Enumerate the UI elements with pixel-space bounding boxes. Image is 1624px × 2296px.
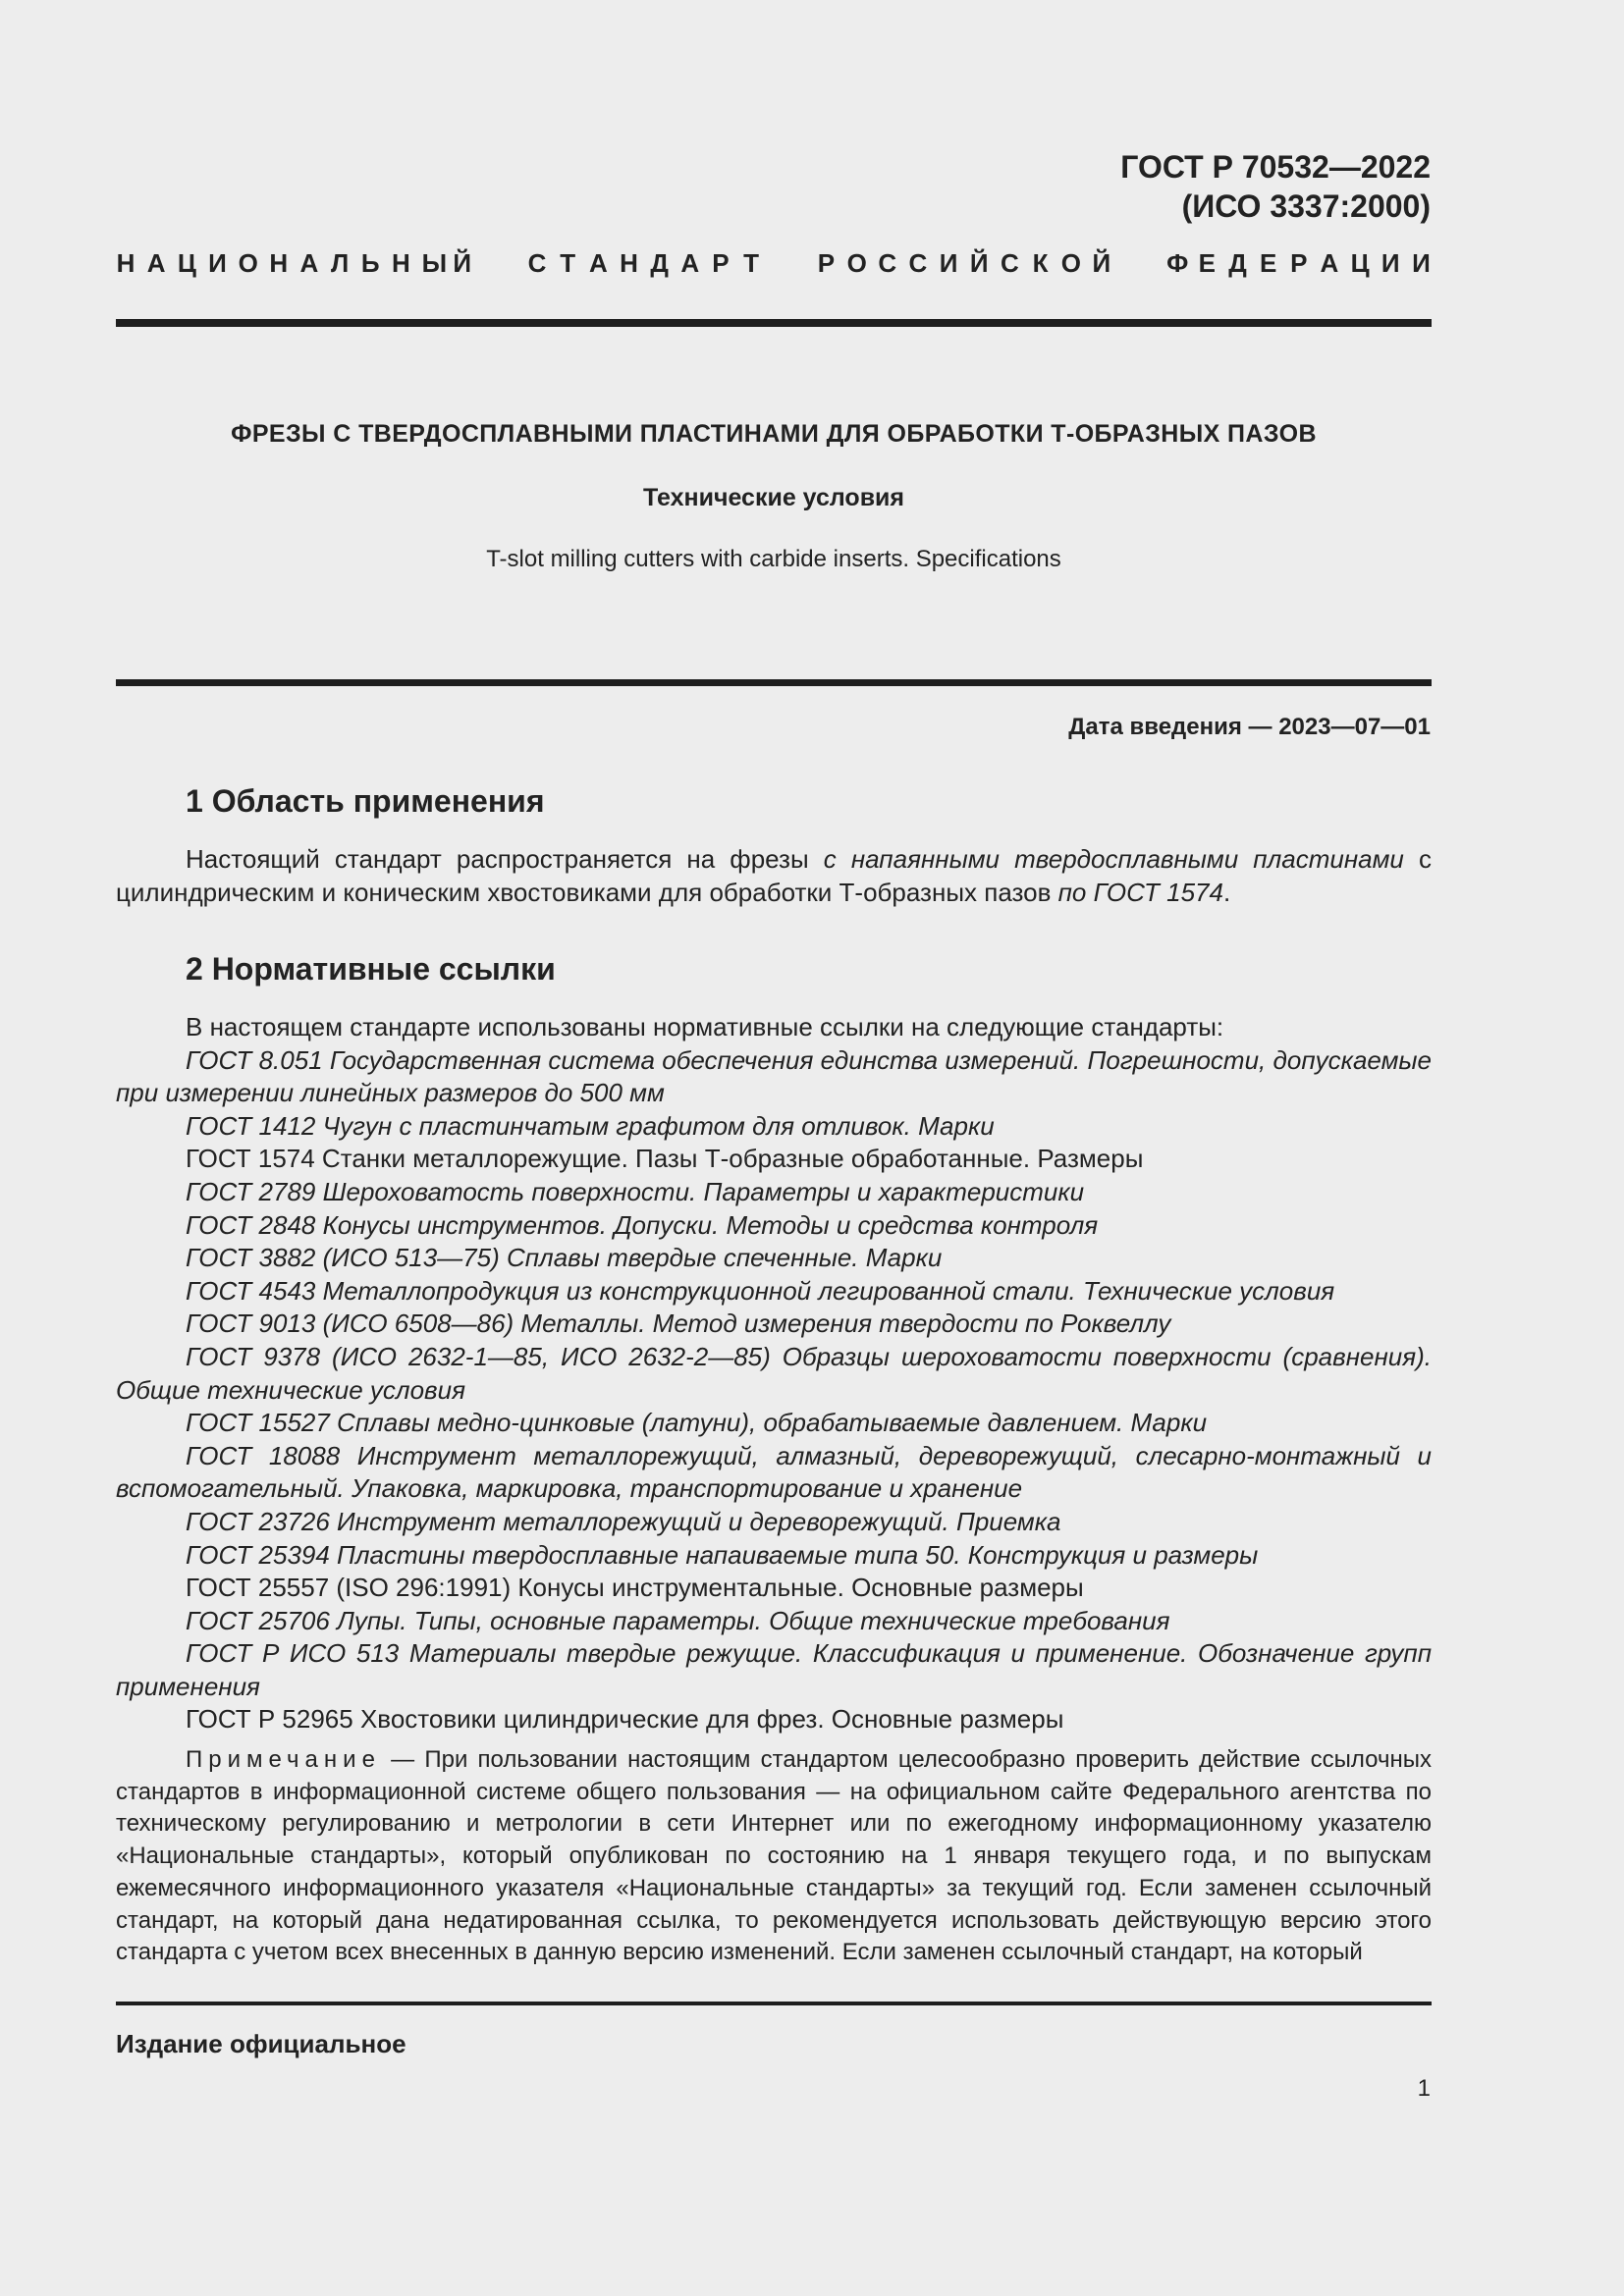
footer-rule [116, 2002, 1432, 2005]
normative-reference: ГОСТ 9013 (ИСО 6508—86) Металлы. Метод измерения твердости по Роквеллу [186, 1308, 1171, 1339]
normative-reference: ГОСТ 18088 Инструмент металлорежущий, алмазный, дереворежущий, слесарно-монтажный и вспомогательный. Упаковка, маркировка, транспортирование и хранение [116, 1440, 1432, 1504]
page-number: 1 [1417, 2075, 1431, 2102]
official-edition-label: Издание официальное [116, 2029, 406, 2058]
national-standard-heading: Н А Ц И О Н А Л Ь Н Ы Й С Т А Н Д А Р Т Р О С С И Й С К О Й Ф Е Д Е Р А Ц И И [116, 247, 1431, 278]
references-intro: В настоящем стандарте использованы нормативные ссылки на следующие стандарты: [186, 1012, 1224, 1041]
section-2-body [116, 1011, 1432, 1736]
normative-reference: ГОСТ 25557 (ISO 296:1991) Конусы инструментальные. Основные размеры [186, 1573, 1084, 1603]
note-block [116, 1744, 1432, 1969]
normative-reference: ГОСТ 2848 Конусы инструментов. Допуски. Методы и средства контроля [186, 1209, 1099, 1240]
normative-reference: ГОСТ 23726 Инструмент металлорежущий и дереворежущий. Приемка [186, 1506, 1061, 1536]
section-1-body [116, 843, 1432, 909]
normative-reference: ГОСТ 25394 Пластины твердосплавные напаиваемые типа 50. Конструкция и размеры [186, 1539, 1259, 1570]
document-subtitle: Технические условия [642, 484, 905, 511]
note-label: Примечание [186, 1746, 381, 1773]
normative-reference: ГОСТ Р 52965 Хвостовики цилиндрические для фрез. Основные размеры [186, 1704, 1064, 1735]
scope-gost-ref: по ГОСТ 1574 [1057, 877, 1223, 907]
scope-text: . [1222, 877, 1231, 907]
normative-reference: ГОСТ 2789 Шероховатость поверхности. Параметры и характеристики [186, 1176, 1085, 1206]
normative-reference: ГОСТ 4543 Металлопродукция из конструкционной легированной стали. Технические условия [186, 1275, 1335, 1306]
title-rule [116, 679, 1432, 686]
standard-code-block [1120, 147, 1431, 226]
normative-reference: ГОСТ 25706 Лупы. Типы, основные параметры. Общие технические требования [186, 1605, 1170, 1635]
scope-text: Настоящий стандарт распространяется на фрезы [186, 844, 824, 874]
normative-reference: ГОСТ Р ИСО 513 Материалы твердые режущие. Классификация и применение. Обозначение групп применения [116, 1638, 1432, 1701]
note-text: — При пользовании настоящим стандартом целесообразно проверить действие ссылочных стандартов в информационной системе общего пользования — на официальном сайте Федерального агентства по техническому регулированию и метрологии в сети Интернет или по ежегодному информационному указателю «Национальные стандарты», который опубликован по состоянию на 1 января текущего года, и по выпускам ежемесячного информационного указателя «Национальные стандарты» за текущий год. Если заменен ссылочный стандарт, на который дана недатированная ссылка, то рекомендуется использовать действующую версию этого стандарта с учетом всех внесенных в данную версию изменений. Если заменен ссылочный стандарт, на который [116, 1746, 1432, 1966]
introduction-date: Дата введения — 2023—07—01 [1068, 714, 1431, 740]
gost-code: ГОСТ Р 70532—2022 [1120, 149, 1431, 185]
normative-reference: ГОСТ 9378 (ИСО 2632-1—85, ИСО 2632-2—85) Образцы шероховатости поверхности (сравнения). Общие технические условия [116, 1341, 1432, 1405]
scope-text: с цилиндрическим и коническим хвостовиками для обработки Т-образных пазов [116, 844, 1432, 907]
section-2-heading: 2 Нормативные ссылки [186, 951, 556, 987]
section-1-heading: 1 Область применения [186, 783, 545, 819]
english-title: T-slot milling cutters with carbide inserts. Specifications [486, 546, 1061, 572]
document-title: ФРЕЗЫ С ТВЕРДОСПЛАВНЫМИ ПЛАСТИНАМИ ДЛЯ ОБРАБОТКИ Т-ОБРАЗНЫХ ПАЗОВ [231, 420, 1317, 448]
normative-reference: ГОСТ 1574 Станки металлорежущие. Пазы Т-образные обработанные. Размеры [186, 1144, 1144, 1174]
normative-reference: ГОСТ 15527 Сплавы медно-цинковые (латуни), обрабатываемые давлением. Марки [186, 1408, 1208, 1438]
normative-reference: ГОСТ 8.051 Государственная система обеспечения единства измерений. Погрешности, допускаемые при измерении линейных размеров до 500 мм [116, 1044, 1432, 1108]
normative-reference: ГОСТ 1412 Чугун с пластинчатым графитом для отливок. Марки [186, 1110, 995, 1141]
iso-code: (ИСО 3337:2000) [1181, 188, 1431, 224]
header-rule [116, 319, 1432, 327]
scope-text-italic: с напаянными твердосплавными пластинами [823, 844, 1404, 874]
normative-reference: ГОСТ 3882 (ИСО 513—75) Сплавы твердые спеченные. Марки [186, 1243, 943, 1273]
